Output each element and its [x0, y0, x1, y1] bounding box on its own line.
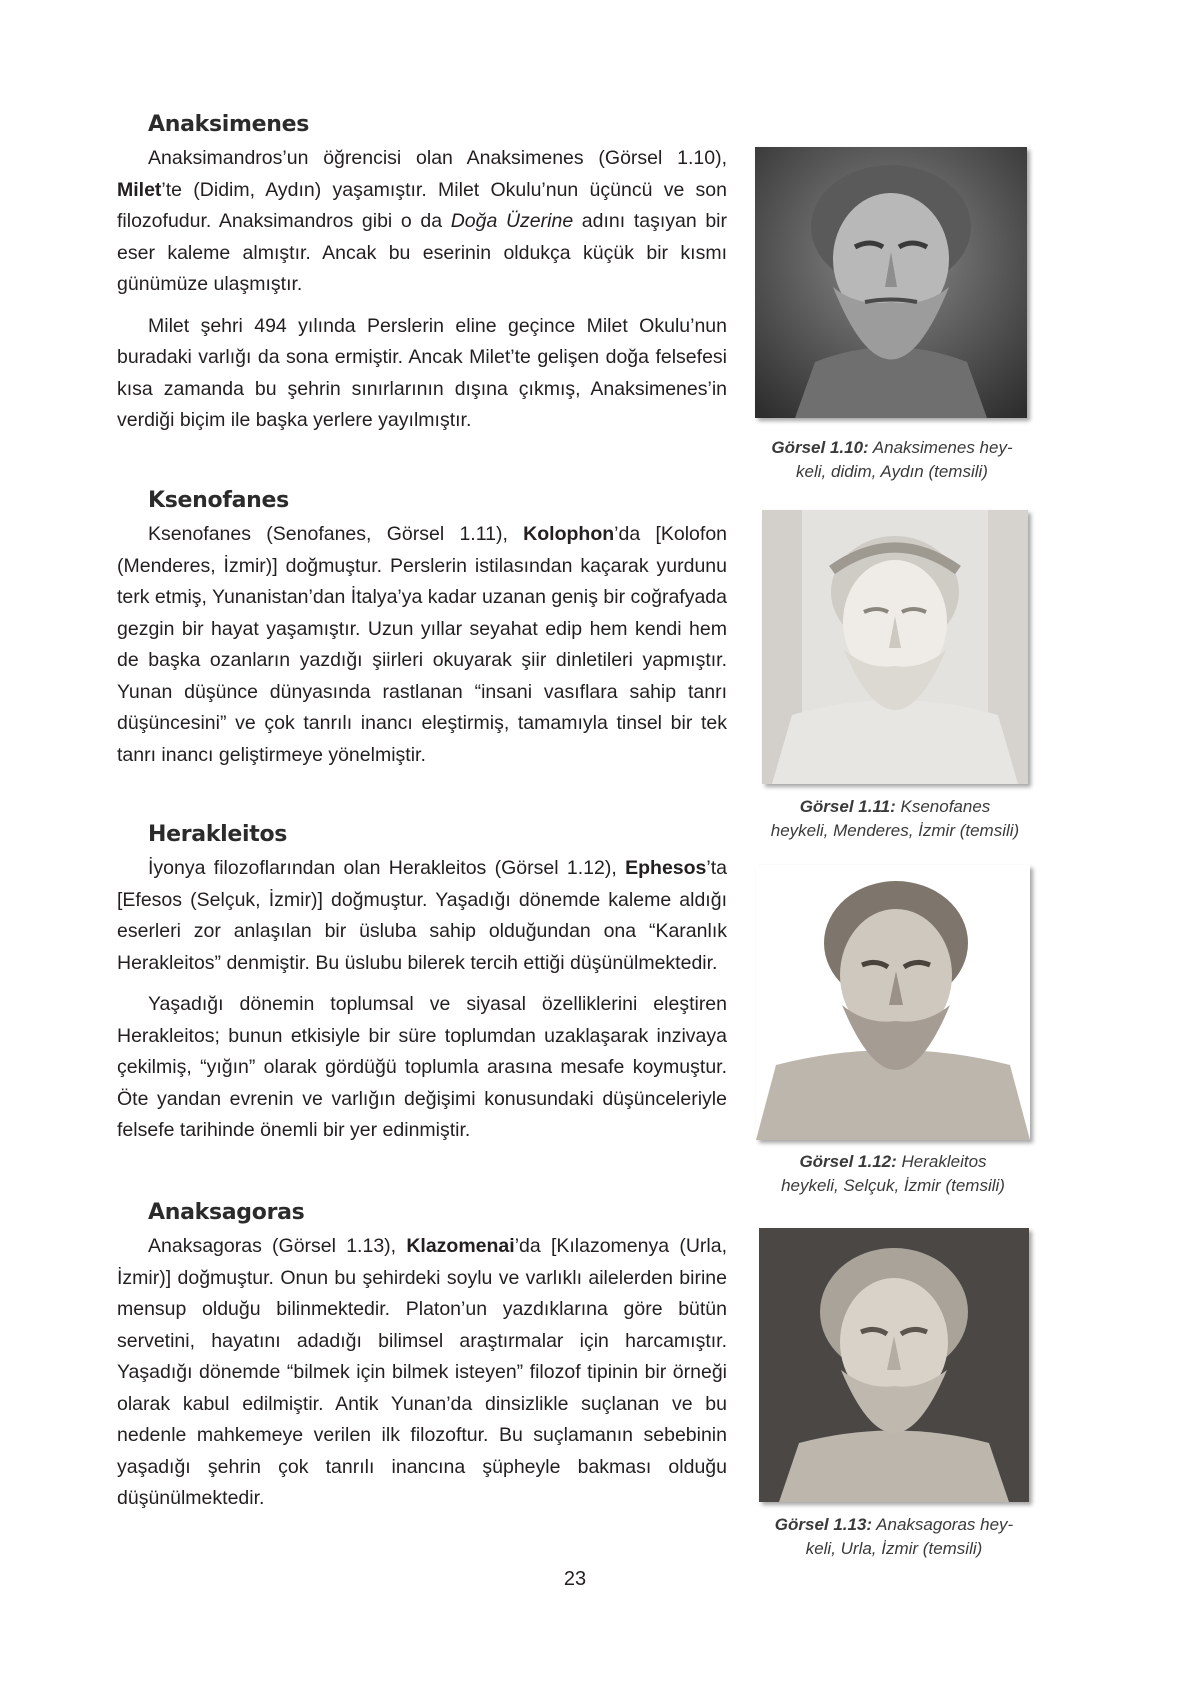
text-run: Anaksimandros’un öğrencisi olan Anaksimenes (Görsel 1.10),	[148, 147, 727, 169]
caption-text: heykeli, Menderes, İzmir (temsili)	[770, 821, 1020, 840]
paragraph	[117, 1231, 727, 1515]
bold-term: Kolophon	[523, 523, 615, 545]
caption-text: Anaksagoras hey-	[872, 1515, 1014, 1534]
page-number: 23	[563, 1568, 587, 1590]
section-heading: Anaksagoras	[148, 1200, 305, 1225]
text-run: ’da [Kılazomenya (Urla, İzmir)] doğmuştur. Onun bu şehirdeki soylu ve varlıklı ailelerden birine mensup olduğu bilinmektedir. Platon’un yazdıklarına göre bütün servetini, hayatını adadığı bilimsel araştırmalar için harcamıştır. Yaşadığı dönemde “bilmek için bilmek isteyen” filozof tipinin bir örneği olarak kabul edilmiştir. Antik Yunan’da dinsizlikle suçlanan ve bu nedenle mahkemeye verilen ilk filozoftur. Bu suçlamanın sebebinin yaşadığı şehrin çok tanrılı inancına şüpheyle bakması olduğu düşünülmektedir.	[117, 1235, 727, 1509]
section-heading: Ksenofanes	[148, 488, 289, 513]
text-run: ’da [Kolofon (Menderes, İzmir)] doğmuştur. Perslerin istilasından kaçarak yurdunu terk etmiş, Yunanistan’dan İtalya’ya kadar uzanan geniş bir coğrafyada gezgin bir hayat yaşamıştır. Uzun yıllar seyahat edip hem kendi hem de başka ozanların yazdığı şiirleri okuyarak şiir dinletileri yapmıştır. Yunan düşünce dünyasında rastlanan “insani vasıflara sahip tanrı düşüncesini” ve çok tanrılı inancı eleştirmiş, tamamıyla tinsel bir tek tanrı inancı geliştirmeye yönelmiştir.	[117, 523, 728, 766]
caption-label: Görsel 1.11:	[799, 797, 896, 816]
paragraph	[117, 989, 727, 1147]
section-heading: Anaksimenes	[148, 112, 310, 137]
text-run: Milet şehri 494 yılında Perslerin eline geçince Milet Okulu’nun buradaki varlığı da sona ermiştir. Ancak Milet’te gelişen doğa felsefesi kısa zamanda bu şehrin sınırlarının dışına çıkmış, Anaksimenes’in verdiği biçim ile başka yerlere yayılmıştır.	[117, 314, 727, 431]
caption-label: Görsel 1.12:	[799, 1152, 897, 1171]
figure-caption	[748, 1150, 1038, 1198]
figure-caption	[750, 795, 1040, 843]
caption-text: keli, Urla, İzmir (temsili)	[805, 1539, 983, 1558]
anaksimenes-bust-photo	[755, 147, 1027, 418]
paragraph	[117, 519, 727, 771]
caption-text: Herakleitos	[896, 1152, 987, 1171]
text-run: ’ta [Efesos (Selçuk, İzmir)] doğmuştur. Yaşadığı dönemde kaleme aldığı eserleri zor anlaşılan bir üsluba sahip olduğundan ona “Karanlık Herakleitos” denmiştir. Bu üslubu bilerek tercih ettiği düşünülmektedir.	[117, 857, 727, 974]
section-herakleitos	[117, 822, 727, 1157]
caption-text: Ksenofanes	[895, 797, 991, 816]
bold-term: Milet	[117, 178, 162, 201]
text-run: adını taşıyan bir eser kaleme almıştır. Ancak bu eserinin oldukça küçük bir kısmı günümüze ulaşmıştır.	[117, 210, 727, 295]
figure-caption	[749, 1513, 1039, 1561]
caption-label: Görsel 1.13:	[774, 1515, 873, 1534]
text-run: ’te (Didim, Aydın) yaşamıştır. Milet Okulu’nun üçüncü ve son filozofudur. Anaksimandros gibi o da	[117, 178, 727, 232]
text-run: Anaksagoras (Görsel 1.13),	[148, 1235, 407, 1257]
herakleitos-bust-photo	[756, 865, 1030, 1140]
section-ksenofanes	[117, 488, 727, 781]
section-anaksimenes	[117, 112, 727, 447]
paragraph	[117, 853, 727, 979]
anaksagoras-bust-photo	[759, 1228, 1029, 1502]
text-run: Ksenofanes (Senofanes, Görsel 1.11),	[148, 523, 524, 545]
caption-text: Anaksimenes hey-	[868, 438, 1013, 457]
paragraph	[117, 143, 727, 301]
text-run: İyonya filozoflarından olan Herakleitos (Görsel 1.12),	[148, 857, 626, 879]
text-run: Yaşadığı dönemin toplumsal ve siyasal özelliklerini eleştiren Herakleitos; bunun etkisiyle bir süre toplumdan uzaklaşarak inzivaya çekilmiş, “yığın” olarak gördüğü toplumla arasına mesafe koymuştur. Öte yandan evrenin ve varlığın değişimi konusundaki düşünceleriyle felsefe tarihinde önemli bir yer edinmiştir.	[117, 993, 727, 1141]
caption-label: Görsel 1.10:	[771, 438, 869, 457]
bold-term: Klazomenai	[406, 1235, 515, 1257]
figure-caption	[747, 436, 1037, 484]
paragraph	[117, 311, 727, 437]
section-heading: Herakleitos	[148, 822, 288, 847]
bold-term: Ephesos	[625, 857, 707, 879]
section-anaksagoras	[117, 1200, 727, 1525]
italic-title: Doğa Üzerine	[450, 210, 574, 232]
caption-text: keli, didim, Aydın (temsili)	[796, 462, 988, 481]
ksenofanes-bust-photo	[762, 510, 1028, 784]
caption-text: heykeli, Selçuk, İzmir (temsili)	[781, 1176, 1005, 1195]
